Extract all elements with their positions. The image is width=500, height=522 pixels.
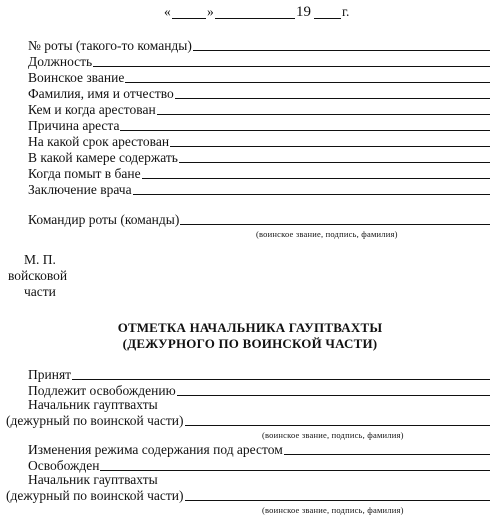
field-label: Заключение врача: [28, 182, 132, 197]
date-open-quote: «: [164, 4, 171, 19]
field-label: № роты (такого-то команды): [28, 38, 192, 53]
fill-line[interactable]: [120, 130, 490, 131]
chief-2-line-1: Начальник гауптвахты: [28, 472, 158, 487]
field-label: (дежурный по воинской части): [6, 413, 184, 428]
fill-line[interactable]: [177, 395, 490, 396]
field-label: Фамилия, имя и отчество: [28, 86, 174, 101]
field-row-to-release[interactable]: [28, 382, 490, 398]
field-row-doctor-conclusion[interactable]: [28, 181, 490, 197]
fill-line[interactable]: [179, 162, 490, 163]
field-row-chief-1[interactable]: [6, 412, 490, 428]
fill-line[interactable]: [185, 425, 490, 426]
stamp-line-3: части: [24, 284, 56, 299]
chief-2-caption: (воинское звание, подпись, фамилия): [262, 505, 404, 515]
field-label: Воинское звание: [28, 70, 125, 85]
stamp-line-1: М. П.: [24, 252, 56, 267]
date-month-blank[interactable]: [215, 18, 295, 19]
field-row-regime-change[interactable]: [28, 441, 490, 457]
fill-line[interactable]: [157, 114, 490, 115]
field-label: Когда помыт в бане: [28, 166, 141, 181]
field-label: Подлежит освобождению: [28, 383, 176, 398]
fill-line[interactable]: [193, 50, 490, 51]
field-label: (дежурный по воинской части): [6, 488, 184, 503]
field-row-company-number[interactable]: [28, 37, 490, 53]
date-day-blank[interactable]: [172, 18, 206, 19]
date-year-blank[interactable]: [314, 18, 341, 19]
field-row-cell[interactable]: [28, 149, 490, 165]
field-row-arrest-reason[interactable]: [28, 117, 490, 133]
field-label: В какой камере содержать: [28, 150, 178, 165]
fill-line[interactable]: [185, 500, 490, 501]
fill-line[interactable]: [133, 194, 490, 195]
date-year-suffix: г.: [342, 4, 350, 19]
field-row-commander[interactable]: [28, 211, 490, 227]
field-row-position[interactable]: [28, 53, 490, 69]
stamp-line-2: войсковой: [8, 268, 68, 283]
section-title-line-2: (ДЕЖУРНОГО ПО ВОИНСКОЙ ЧАСТИ): [122, 336, 378, 351]
field-label: Изменения режима содержания под арестом: [28, 442, 283, 457]
fill-line[interactable]: [100, 470, 490, 471]
commander-label: Командир роты (команды): [28, 212, 180, 227]
fill-line[interactable]: [170, 146, 490, 147]
fill-line[interactable]: [93, 66, 490, 67]
field-label: На какой срок арестован: [28, 134, 170, 149]
field-row-accepted[interactable]: [28, 366, 490, 382]
field-label: Освобожден: [28, 458, 100, 473]
field-row-arrested-by[interactable]: [28, 101, 490, 117]
date-close-quote: »: [207, 4, 214, 19]
fill-line[interactable]: [284, 454, 490, 455]
fill-line[interactable]: [72, 379, 490, 380]
field-row-arrest-term[interactable]: [28, 133, 490, 149]
fill-line[interactable]: [142, 178, 490, 179]
fill-line[interactable]: [125, 82, 490, 83]
field-row-released[interactable]: [28, 457, 490, 473]
field-row-full-name[interactable]: [28, 85, 490, 101]
date-year-prefix: 19: [296, 4, 311, 20]
field-row-military-rank[interactable]: [28, 69, 490, 85]
field-label: Причина ареста: [28, 118, 120, 133]
fill-line[interactable]: [180, 224, 490, 225]
field-row-bath[interactable]: [28, 165, 490, 181]
section-title-line-1: ОТМЕТКА НАЧАЛЬНИКА ГАУПТВАХТЫ: [117, 320, 383, 335]
fill-line[interactable]: [175, 98, 490, 99]
field-label: Кем и когда арестован: [28, 102, 156, 117]
field-label: Принят: [28, 367, 72, 382]
chief-1-line-1: Начальник гауптвахты: [28, 397, 158, 412]
field-row-chief-2[interactable]: [6, 487, 490, 503]
commander-caption: (воинское звание, подпись, фамилия): [256, 229, 398, 239]
field-label: Должность: [28, 54, 93, 69]
chief-1-caption: (воинское звание, подпись, фамилия): [262, 430, 404, 440]
